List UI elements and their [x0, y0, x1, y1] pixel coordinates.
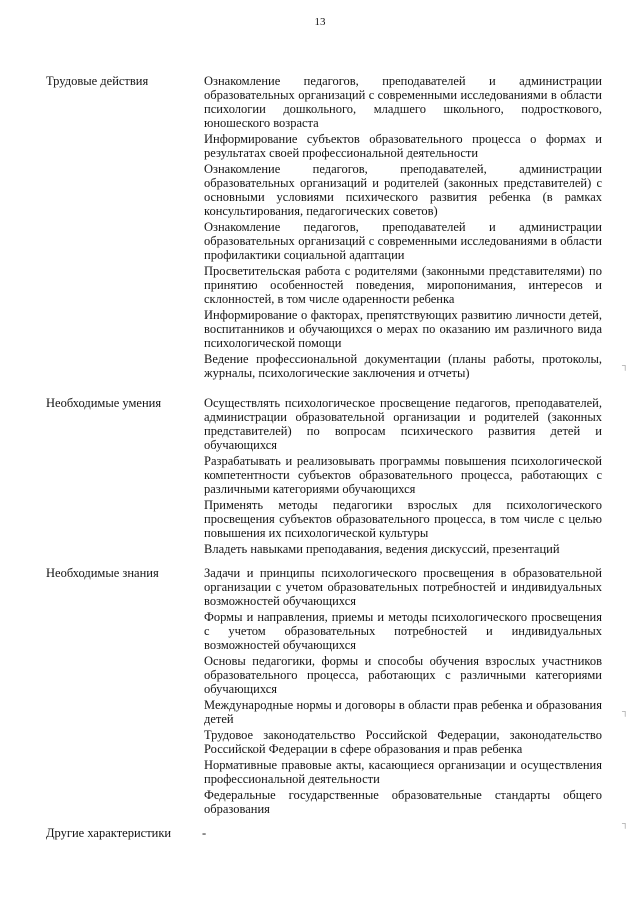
list-item: Международные нормы и договоры в области прав ребенка и образования детей — [204, 698, 602, 726]
list-item: Разрабатывать и реализовывать программы повышения психологической компетентности субъектов образовательного процесса, работающих с различными категориями обучающихся — [204, 454, 602, 496]
list-item: Федеральные государственные образовательные стандарты общего образования — [204, 788, 602, 816]
empty-value-dash: - — [202, 826, 207, 840]
list-item: Трудовое законодательство Российской Федерации, законодательство Российской Федерации в сфере образования и прав ребенка — [204, 728, 602, 756]
section-label: Необходимые знания — [46, 566, 159, 580]
list-item: Информирование о факторах, препятствующих развитию личности детей, воспитанников и обучающихся о мерах по оказанию им различного вида психологической помощи — [204, 308, 602, 350]
scan-artifact: ┐ — [622, 360, 629, 370]
section-label: Другие характеристики — [46, 826, 172, 840]
section-items — [204, 566, 602, 818]
list-item: Информирование субъектов образовательного процесса о формах и результатах своей профессиональной деятельности — [204, 132, 602, 160]
section-items — [204, 396, 602, 558]
list-item: Просветительская работа с родителями (законными представителями) по принятию особенностей поведения, миропонимания, интересов и склонностей, в том числе одаренности ребенка — [204, 264, 602, 306]
page-number: 13 — [314, 16, 326, 28]
list-item: Ведение профессиональной документации (планы работы, протоколы, журналы, психологические заключения и отчеты) — [204, 352, 602, 380]
list-item: Формы и направления, приемы и методы психологического просвещения с учетом образовательных потребностей и индивидуальных возможностей обучающихся — [204, 610, 602, 652]
list-item: Нормативные правовые акты, касающиеся организации и осуществления профессиональной деятельности — [204, 758, 602, 786]
list-item: Применять методы педагогики взрослых для психологического просвещения субъектов образовательного процесса, в том числе с целью повышения их психологической культуры — [204, 498, 602, 540]
list-item: Ознакомление педагогов, преподавателей и администрации образовательных организаций с современными исследованиями в области профилактики социальной адаптации — [204, 220, 602, 262]
section-items — [204, 74, 602, 382]
scan-artifact: ┐ — [622, 706, 629, 716]
list-item: Ознакомление педагогов, преподавателей, администрации образовательных организаций и родителей (законных представителей) с основными условиями психического развития ребенка (в рамках консультирования, педагогических советов) — [204, 162, 602, 218]
section-label: Необходимые умения — [46, 396, 162, 410]
list-item: Ознакомление педагогов, преподавателей и администрации образовательных организаций с современными исследованиями в области психологии дошкольного, младшего школьного, подросткового, юношеского возраста — [204, 74, 602, 130]
list-item: Осуществлять психологическое просвещение педагогов, преподавателей, администрации образовательной организации и родителей (законных представителей) по вопросам психического развития детей и обучающихся — [204, 396, 602, 452]
list-item: Владеть навыками преподавания, ведения дискуссий, презентаций — [204, 542, 560, 556]
list-item: Задачи и принципы психологического просвещения в образовательной организации с учетом образовательных потребностей и индивидуальных возможностей обучающихся — [204, 566, 602, 608]
list-item: Основы педагогики, формы и способы обучения взрослых участников образовательного процесса, работающих с различными категориями обучающихся — [204, 654, 602, 696]
section-label: Трудовые действия — [46, 74, 149, 88]
scan-artifact: ┐ — [622, 818, 629, 828]
